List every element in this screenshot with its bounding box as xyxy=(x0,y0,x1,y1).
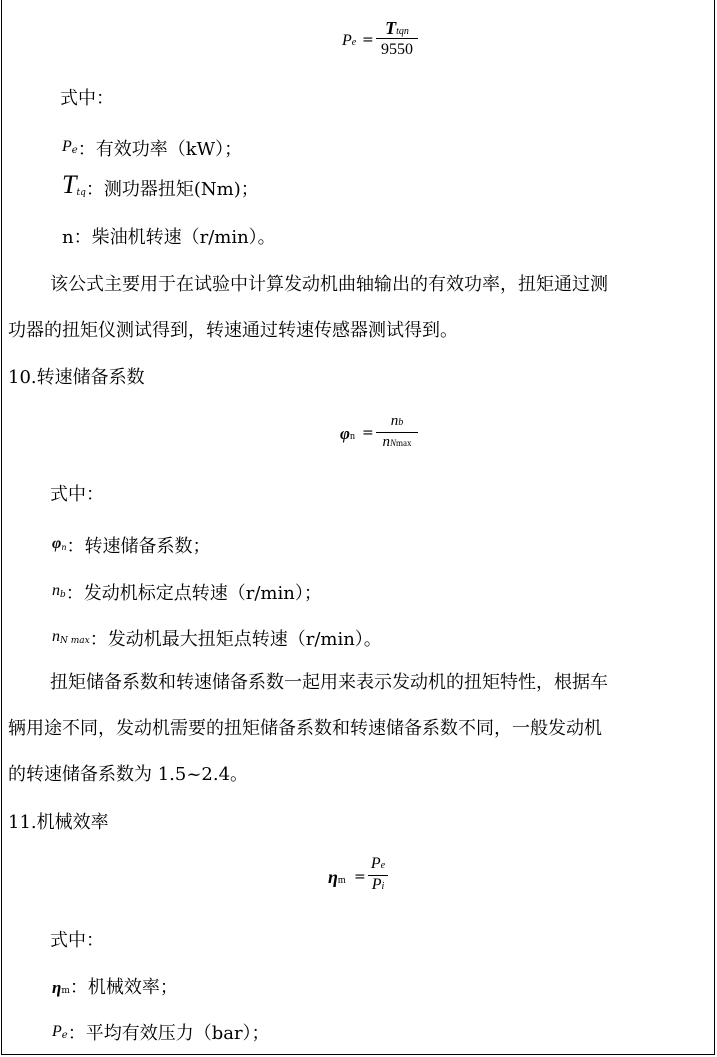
where-label-1: 式中： xyxy=(60,88,114,109)
def-nnmax-symbol: n xyxy=(52,628,60,645)
formula3-lhs-sub: m xyxy=(337,875,346,886)
def-nb-text: ：发动机标定点转速（r/min）； xyxy=(65,583,322,604)
def-pe-sub: e xyxy=(71,145,78,156)
formula1-lhs: P xyxy=(342,32,352,49)
formula2-fraction xyxy=(376,412,418,452)
formula2-denominator: n xyxy=(382,434,390,450)
def-rated-speed xyxy=(52,580,322,606)
section-10-heading xyxy=(8,367,145,389)
def-phi-symbol: φ xyxy=(52,535,62,552)
def-nnmax-sub: N max xyxy=(60,636,90,646)
def-ttq-sub: tq xyxy=(76,188,86,198)
def-effective-power xyxy=(62,136,242,162)
formula3-fraction xyxy=(368,855,388,896)
formula3-equals: = xyxy=(354,869,366,885)
section-11-heading xyxy=(8,812,109,834)
def-ttq-symbol: T xyxy=(62,170,77,199)
def-pe-text: ：有效功率（kW）； xyxy=(77,139,243,160)
def-nnmax-text: ：发动机最大扭矩点转速（r/min）。 xyxy=(89,629,382,650)
def-pe2-sub: e xyxy=(61,1030,68,1041)
section-11-number: 11. xyxy=(8,812,37,833)
def-speed-reserve xyxy=(52,533,211,559)
def-torque xyxy=(62,170,259,204)
formula2-numerator: n xyxy=(390,413,399,429)
formula1-numerator-sub: tq xyxy=(396,26,404,37)
def-mechanical-efficiency xyxy=(52,977,178,1002)
formula1-denominator: 9550 xyxy=(381,41,413,58)
def-pe-symbol: P xyxy=(62,138,72,155)
section-10-number: 10. xyxy=(8,367,37,388)
formula1-numerator: T xyxy=(385,18,397,38)
formula3-numerator: P xyxy=(370,855,381,872)
formula2-numerator-sub: b xyxy=(398,417,404,428)
section-10-title: 转速储备系数 xyxy=(36,367,145,388)
formula3-denominator-sub: i xyxy=(381,881,385,892)
def-pe2-text: ：平均有效压力（bar）； xyxy=(67,1023,270,1044)
def-eta-text: ：机械效率； xyxy=(69,977,178,998)
where-label-2: 式中： xyxy=(50,484,104,505)
def-speed: n：柴油机转速（r/min）。 xyxy=(62,227,276,248)
formula3-denominator: P xyxy=(371,876,382,893)
formula1-fraction xyxy=(376,14,418,59)
def-pe2-symbol: P xyxy=(52,1023,62,1040)
def-phi-text: ：转速储备系数； xyxy=(66,536,211,557)
formula3-lhs: η xyxy=(328,867,338,887)
def-eta-sub: m xyxy=(61,986,70,996)
formula1-equals: = xyxy=(362,32,374,48)
paragraph-2-line-1: 扭矩储备系数和转速储备系数一起用来表示发动机的扭矩特性，根据车 xyxy=(50,672,608,693)
formula3-numerator-sub: e xyxy=(380,860,386,871)
formula2-denominator-sub2: max xyxy=(396,438,412,448)
paragraph-2-line-3: 的转速储备系数为 1.5~2.4。 xyxy=(8,764,249,785)
def-nb-symbol: n xyxy=(52,582,60,599)
formula2-lhs-sub: n xyxy=(349,431,355,442)
formula2-denominator-sub: N xyxy=(389,438,396,448)
def-ttq-text: ：测功器扭矩(Nm)； xyxy=(85,179,259,200)
paragraph-1-line-1: 该公式主要用于在试验中计算发动机曲轴输出的有效功率，扭矩通过测 xyxy=(50,274,608,295)
paragraph-2-line-2: 辆用途不同，发动机需要的扭矩储备系数和转速储备系数不同，一般发动机 xyxy=(8,718,602,739)
section-11-title: 机械效率 xyxy=(36,812,109,833)
where-label-3: 式中： xyxy=(50,930,104,951)
def-eta-symbol: η xyxy=(52,978,62,997)
def-max-torque-speed xyxy=(52,626,382,652)
formula1-numerator-tail: n xyxy=(403,26,409,37)
formula1-lhs-sub: e xyxy=(351,37,357,48)
formula2-lhs: φ xyxy=(340,424,350,443)
def-phi-sub: n xyxy=(61,543,67,552)
def-nb-sub: b xyxy=(60,590,66,600)
paragraph-1-line-2: 功器的扭矩仪测试得到，转速通过转速传感器测试得到。 xyxy=(8,320,458,341)
def-mean-effective-pressure xyxy=(52,1021,270,1047)
formula2-equals: = xyxy=(362,425,374,441)
